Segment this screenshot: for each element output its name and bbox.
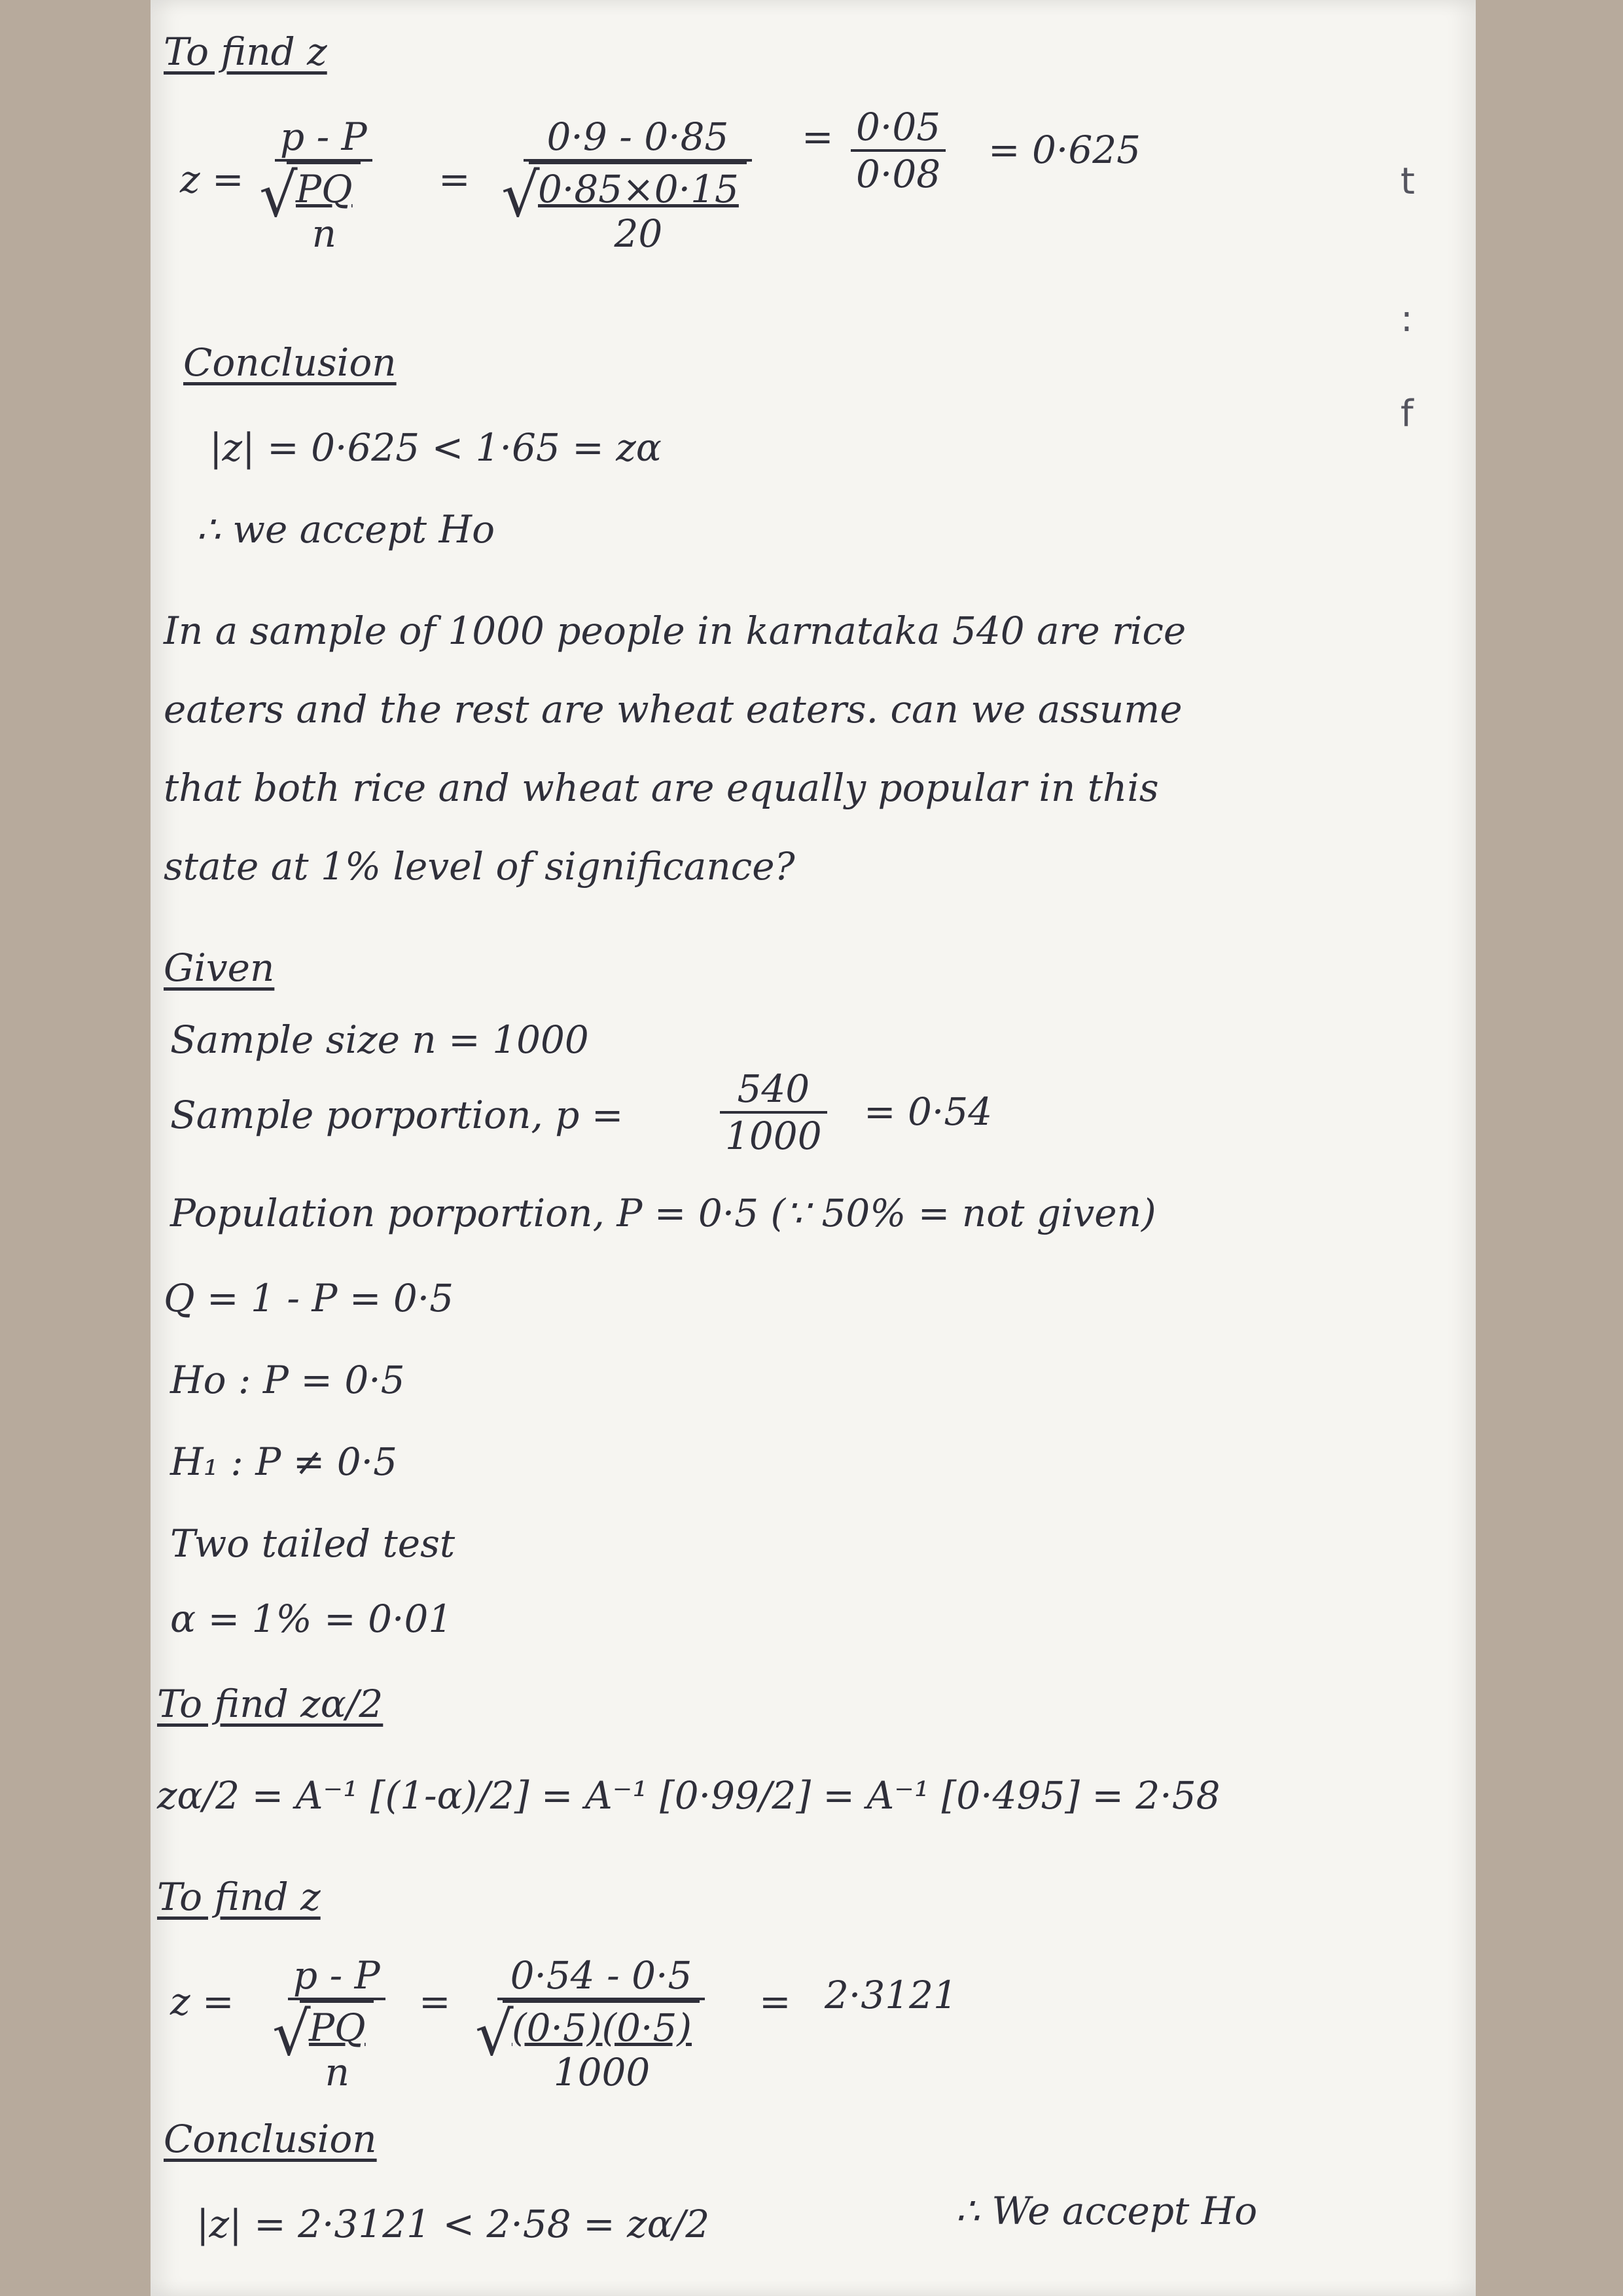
section1-calc bbox=[524, 115, 752, 256]
section3-z-label: z = bbox=[170, 1979, 234, 2024]
section2-heading: To find zα/2 bbox=[157, 1682, 383, 1726]
formula-denominator: √ $\frac{PQ}{n}$ bbox=[287, 162, 361, 256]
problem-line-3: that both rice and wheat are equally popular in this bbox=[164, 766, 1159, 810]
formula-numerator: p - P bbox=[275, 115, 372, 162]
formula-numerator: p - P bbox=[288, 1953, 385, 2000]
calc-denominator: √ $\frac{0\cdot 85\times 0\cdot 15}{20}$ bbox=[529, 162, 747, 256]
section1-eq1: = bbox=[438, 157, 471, 202]
section2-line: zα/2 = A⁻¹ [(1-α)/2] = A⁻¹ [0·99/2] = A⁻¹ [0·495] = 2·58 bbox=[157, 1773, 1221, 1818]
right-background-band bbox=[1476, 0, 1623, 2296]
given-sample-size: Sample size n = 1000 bbox=[170, 1017, 589, 1062]
conclusion2-line: |z| = 2·3121 < 2·58 = zα/2 bbox=[196, 2202, 710, 2246]
margin-mark-t: t bbox=[1400, 160, 1415, 203]
problem-line-4: state at 1% level of significance? bbox=[164, 844, 795, 889]
problem-line-2: eaters and the rest are wheat eaters. can we assume bbox=[164, 687, 1183, 732]
conclusion2-heading: Conclusion bbox=[164, 2117, 377, 2161]
section1-step bbox=[851, 105, 946, 196]
conclusion1-accept: ∴ we accept Ho bbox=[196, 507, 495, 552]
calc-numerator: 0·9 - 0·85 bbox=[524, 115, 752, 162]
section3-result: 2·3121 bbox=[825, 1973, 957, 2017]
given-h1: H₁ : P ≠ 0·5 bbox=[170, 1439, 397, 1484]
step-numerator: 0·05 bbox=[851, 105, 946, 152]
calc-numerator: 0·54 - 0·5 bbox=[497, 1953, 705, 2000]
section3-calc bbox=[497, 1953, 705, 2094]
given-q-line: Q = 1 - P = 0·5 bbox=[164, 1276, 454, 1320]
margin-mark-f: f bbox=[1400, 393, 1414, 435]
conclusion1-line: |z| = 0·625 < 1·65 = zα bbox=[209, 425, 662, 470]
given-test: Two tailed test bbox=[170, 1521, 455, 1566]
step-denominator: 0·08 bbox=[856, 152, 941, 196]
given-sample-prop-value: = 0·54 bbox=[864, 1089, 993, 1134]
problem-line-1: In a sample of 1000 people in karnataka 540 are rice bbox=[164, 609, 1186, 653]
given-sample-prop-fraction bbox=[720, 1067, 827, 1158]
given-pop-prop: Population porportion, P = 0·5 (∵ 50% = not given) bbox=[170, 1191, 1156, 1235]
conclusion2-accept: ∴ We accept Ho bbox=[955, 2189, 1258, 2233]
section3-eq2: = bbox=[759, 1979, 791, 2024]
conclusion1-heading: Conclusion bbox=[183, 340, 397, 385]
formula-denominator: √ $\frac{PQ}{n}$ bbox=[300, 2000, 374, 2094]
section3-eq1: = bbox=[419, 1979, 451, 2024]
section3-heading: To find z bbox=[157, 1875, 321, 1919]
left-background-band bbox=[0, 0, 151, 2296]
sample-prop-denominator: 1000 bbox=[725, 1114, 822, 1158]
calc-denominator: √ $\frac{(0\cdot 5)(0\cdot 5)}{1000}$ bbox=[503, 2000, 700, 2094]
given-sample-prop-label: Sample porportion, p = bbox=[170, 1093, 624, 1137]
sample-prop-numerator: 540 bbox=[720, 1067, 827, 1114]
section3-formula bbox=[288, 1953, 385, 2094]
margin-mark-colon: : bbox=[1400, 298, 1413, 340]
section1-heading: To find z bbox=[164, 29, 327, 74]
given-alpha: α = 1% = 0·01 bbox=[170, 1597, 453, 1641]
section1-z-label: z = bbox=[180, 157, 244, 202]
section1-formula bbox=[275, 115, 372, 256]
section1-result: = 0·625 bbox=[988, 128, 1141, 172]
section1-eq2: = bbox=[802, 115, 834, 159]
given-h0: Ho : P = 0·5 bbox=[170, 1358, 405, 1402]
given-heading: Given bbox=[164, 945, 275, 990]
